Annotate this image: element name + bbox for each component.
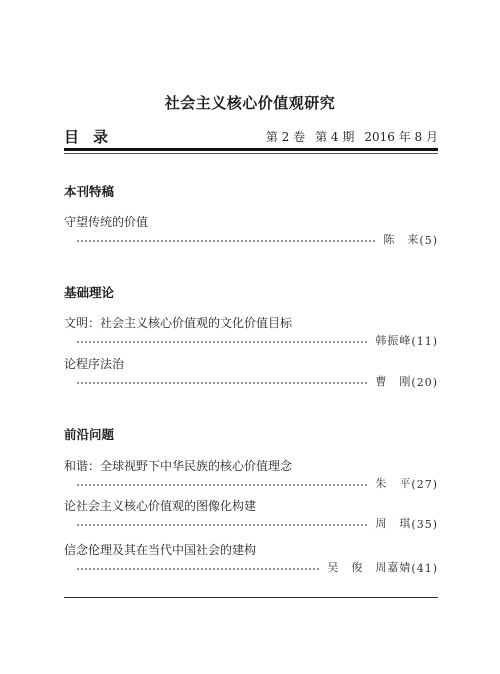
toc-entry-leader <box>76 375 438 389</box>
section-heading: 本刊特稿 <box>64 184 115 199</box>
article-title[interactable]: 论社会主义核心价值观的图像化构建 <box>64 499 257 513</box>
article-page: (20) <box>411 376 438 389</box>
dot-leader <box>76 376 369 386</box>
toc-label: 目录 <box>64 128 123 146</box>
issue-number: 第 4 期 <box>315 130 355 144</box>
article-author: 曹 刚 <box>375 375 412 388</box>
article-author: 韩振峰 <box>375 334 412 347</box>
article-page: (11) <box>411 335 438 348</box>
header-rule-thin <box>64 153 438 154</box>
toc-entry-leader <box>76 334 438 348</box>
dot-leader <box>76 478 369 488</box>
dot-leader <box>76 562 321 572</box>
header-rule-thick <box>64 148 438 151</box>
article-title[interactable]: 文明：社会主义核心价值观的文化价值目标 <box>64 316 293 330</box>
article-author: 周 琪 <box>375 517 412 530</box>
toc-entry-leader <box>76 477 438 491</box>
article-page: (41) <box>411 562 438 575</box>
section-heading: 基础理论 <box>64 285 115 300</box>
toc-entry-leader <box>76 233 438 247</box>
article-title[interactable]: 论程序法治 <box>64 357 125 371</box>
toc-entry-leader <box>76 561 438 575</box>
issue-volume: 第 2 卷 <box>265 130 306 144</box>
article-page: (27) <box>411 478 438 491</box>
toc-header <box>64 126 438 148</box>
section-heading: 前沿问题 <box>64 427 115 442</box>
issue-info <box>256 128 438 145</box>
article-title[interactable]: 守望传统的价值 <box>64 215 149 229</box>
article-author: 朱 平 <box>375 477 412 490</box>
dot-leader <box>76 234 377 244</box>
journal-title: 社会主义核心价值观研究 <box>164 94 336 112</box>
article-author: 陈 来 <box>383 233 420 246</box>
article-title[interactable]: 和谐：全球视野下中华民族的核心价值理念 <box>64 459 293 473</box>
dot-leader <box>76 518 369 528</box>
article-page: (5) <box>419 234 438 247</box>
toc-entry-leader <box>76 517 438 531</box>
article-title[interactable]: 信念伦理及其在当代中国社会的建构 <box>64 543 257 557</box>
issue-date: 2016 年 8 月 <box>364 130 438 144</box>
article-author: 吴 俊 周嘉婧 <box>327 561 412 574</box>
article-page: (35) <box>411 518 438 531</box>
dot-leader <box>76 335 369 345</box>
footer-rule <box>64 597 438 598</box>
